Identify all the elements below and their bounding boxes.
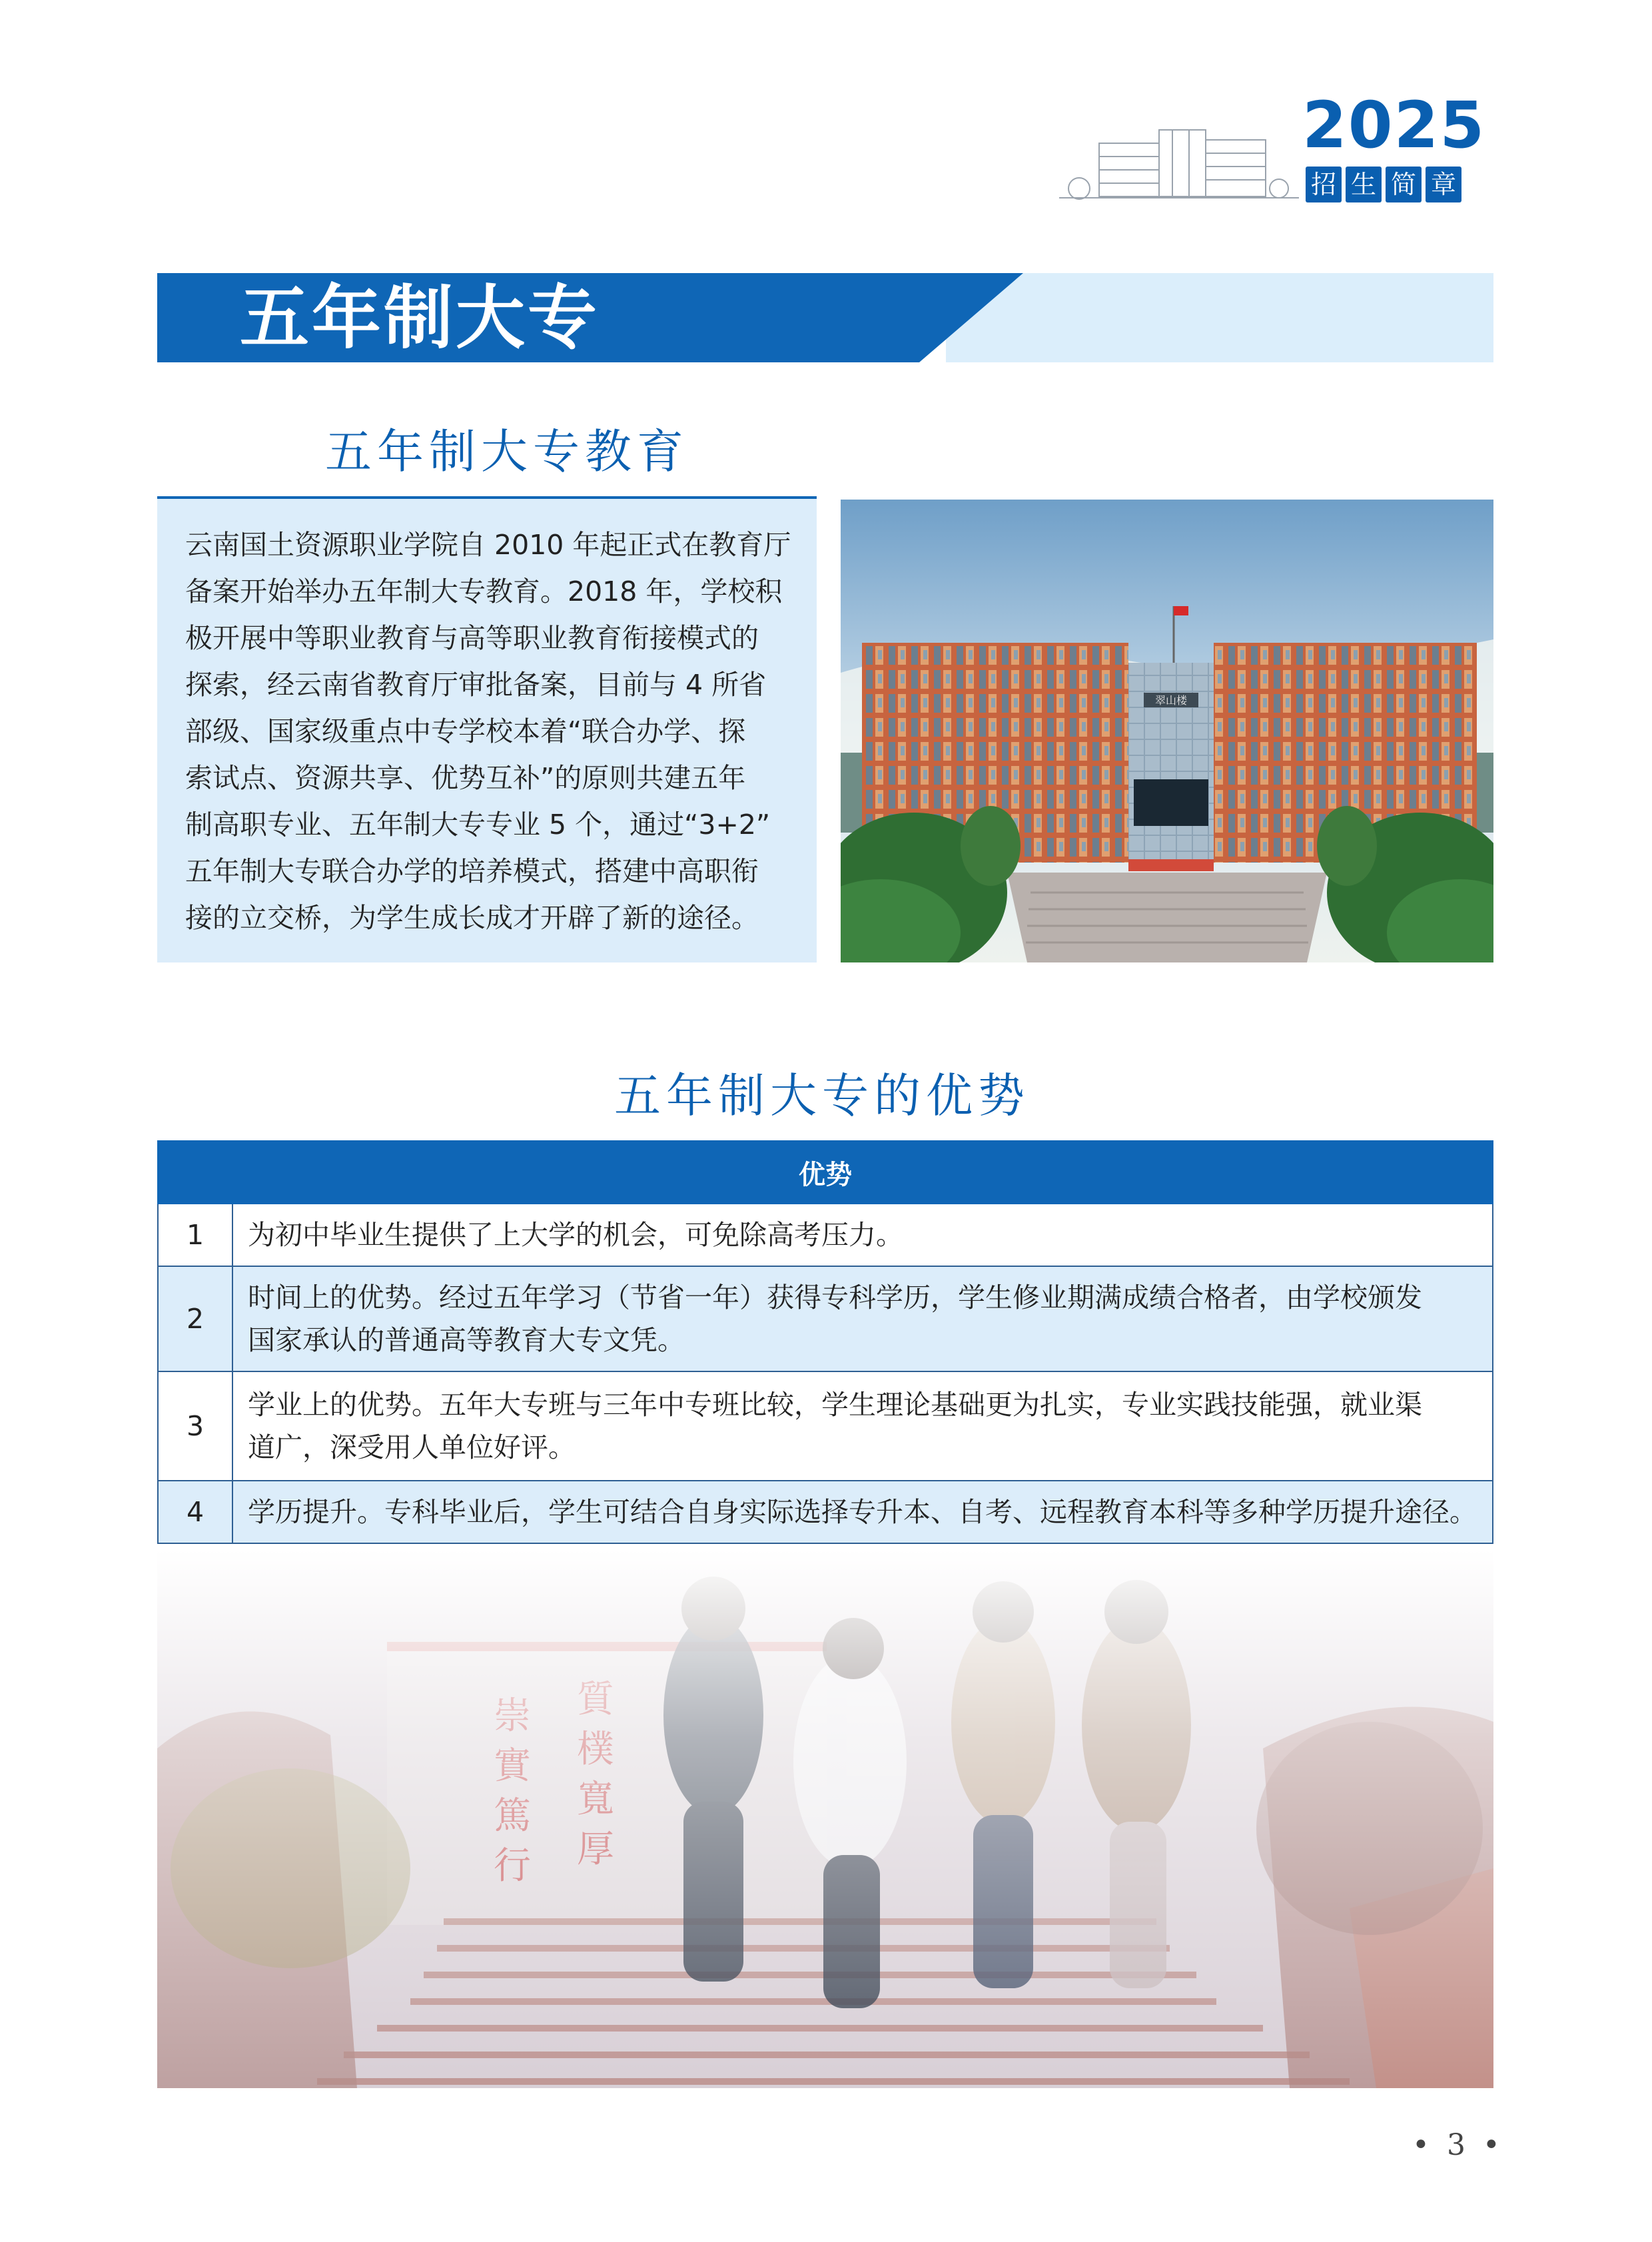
row-line: 为初中毕业生提供了上大学的机会，可免除高考压力。 (248, 1219, 903, 1251)
intro-line: 云南国土资源职业学院自 2010 年起正式在教育厅 (185, 529, 791, 561)
header-subtitle-char: 生 (1346, 167, 1382, 202)
intro-line: 接的立交桥，为学生成长成才开辟了新的途径。 (185, 902, 759, 934)
intro-line: 五年制大专联合办学的培养模式，搭建中高职衔 (185, 855, 759, 887)
row-number: 2 (158, 1266, 232, 1371)
advantages-table (157, 1140, 1493, 1544)
intro-line: 制高职专业、五年制大专专业 5 个，通过“3+2” (185, 809, 771, 841)
header-subtitle-char: 章 (1426, 167, 1461, 202)
row-line: 时间上的优势。经过五年学习（节省一年）获得专科学历，学生修业期满成绩合格者，由学校颁发 (248, 1282, 1422, 1313)
row-text (232, 1266, 1493, 1371)
table-header-cell: 优势 (158, 1141, 1493, 1204)
page-number: • 3 • (1412, 2128, 1504, 2162)
campus-building-photo (841, 500, 1493, 962)
table-row (158, 1204, 1493, 1266)
table-header-row (158, 1141, 1493, 1204)
table-row (158, 1481, 1493, 1543)
intro-line: 索试点、资源共享、优势互补”的原则共建五年 (185, 762, 746, 794)
header-subtitle-char: 招 (1306, 167, 1342, 202)
table-row (158, 1371, 1493, 1481)
table-row (158, 1266, 1493, 1371)
header-subtitle (1306, 167, 1461, 202)
header-year: 2025 (1302, 88, 1486, 163)
row-number: 1 (158, 1204, 232, 1266)
intro-line: 探索，经云南省教育厅审批备案，目前与 4 所省 (185, 669, 767, 701)
section-title-advantages: 五年制大专的优势 (614, 1068, 1030, 1123)
intro-line: 备案开始举办五年制大专教育。2018 年，学校积 (185, 575, 783, 607)
header-subtitle-char: 简 (1386, 167, 1422, 202)
row-line: 国家承认的普通高等教育大专文凭。 (248, 1324, 685, 1356)
header-building-sketch (1059, 117, 1299, 210)
row-text (232, 1481, 1493, 1543)
students-stairs-photo (157, 1549, 1493, 2088)
intro-paragraph (185, 522, 798, 941)
row-text (232, 1204, 1493, 1266)
row-text (232, 1371, 1493, 1481)
row-number: 3 (158, 1371, 232, 1481)
building-sign-text: 翠山楼 (1154, 694, 1188, 707)
intro-line: 极开展中等职业教育与高等职业教育衔接模式的 (185, 622, 759, 654)
row-number: 4 (158, 1481, 232, 1543)
row-line: 学业上的优势。五年大专班与三年中专班比较，学生理论基础更为扎实，专业实践技能强，就业渠 (248, 1389, 1422, 1421)
row-line: 道广，深受用人单位好评。 (248, 1431, 576, 1463)
row-line: 学历提升。专科毕业后，学生可结合自身实际选择专升本、自考、远程教育本科等多种学历提升途径。 (248, 1496, 1477, 1528)
banner-title: 五年制大专 (240, 277, 600, 358)
section-title-education: 五年制大专教育 (325, 424, 689, 479)
intro-line: 部级、国家级重点中专学校本着“联合办学、探 (185, 715, 746, 747)
banner-light-band (946, 273, 1493, 362)
